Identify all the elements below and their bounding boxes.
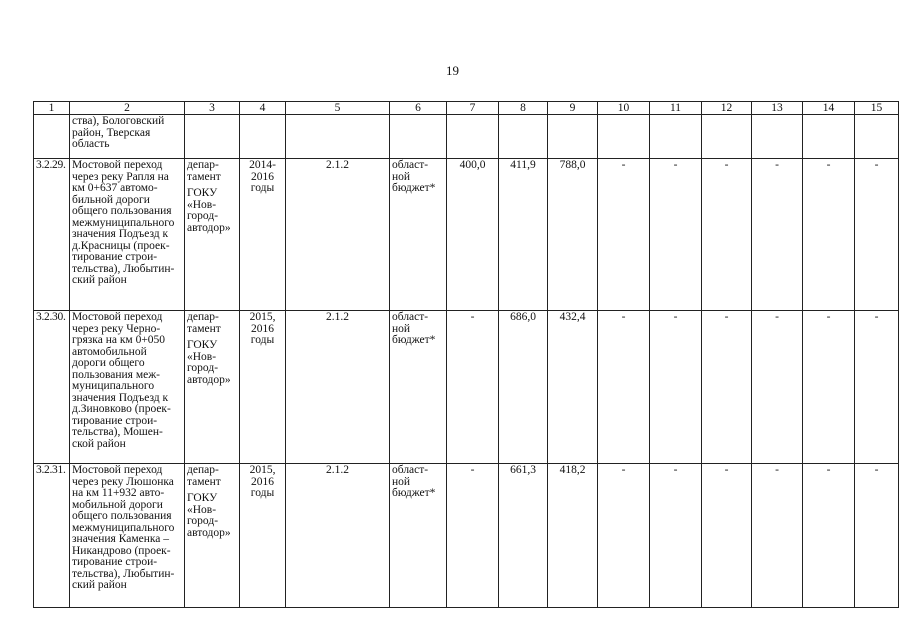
text-line: через реку Рапля на: [72, 170, 169, 183]
text-line: -: [775, 159, 779, 171]
cell: [855, 115, 899, 159]
text-line: 2015,: [249, 311, 276, 323]
value-cell: [855, 311, 899, 464]
text-line: 2016: [251, 322, 274, 335]
text-line: общего пользования: [72, 205, 172, 217]
cell: [702, 115, 752, 159]
cell: [548, 115, 598, 159]
text-line: тельства), Мошен-: [72, 426, 163, 438]
header-cell: 11: [650, 102, 702, 115]
cell: [803, 115, 855, 159]
text-line: 411,9: [510, 159, 536, 171]
text-line: «Нов-: [187, 198, 217, 211]
header-cell: 2: [70, 102, 185, 115]
text-line: годы: [250, 334, 275, 346]
text-line: -: [621, 311, 626, 323]
value-cell: [447, 311, 499, 464]
text-line: област-: [392, 464, 429, 476]
text-line: Мостовой переход: [72, 464, 163, 476]
text-line: межмуниципального: [72, 521, 175, 534]
text-line: годы: [250, 182, 275, 194]
value-cell: [803, 464, 855, 608]
text-line: межмуниципального: [72, 216, 175, 229]
value-cell: [447, 159, 499, 311]
value-cell: [702, 311, 752, 464]
header-cell: 5: [286, 102, 390, 115]
item-number: [34, 311, 70, 464]
text-line: депар-: [187, 159, 219, 171]
cell: [34, 115, 70, 159]
value-cell: [702, 159, 752, 311]
text-line: значения Подъезд к: [72, 391, 169, 404]
text-line: -: [826, 464, 831, 476]
text-line: тамент: [187, 170, 221, 183]
cell: [185, 115, 240, 159]
text-line: км 0+637 автомо-: [72, 182, 158, 194]
text-line: на км 11+932 авто-: [72, 487, 165, 499]
term: [240, 159, 286, 311]
text-line: тамент: [187, 475, 221, 488]
continuation-row: [34, 115, 899, 159]
text-line: д.Красницы (проек-: [72, 239, 170, 252]
cell: [499, 115, 548, 159]
text-line: 432,4: [559, 311, 586, 323]
text-line: ной: [392, 170, 411, 183]
item-name: [70, 464, 185, 608]
item-number: [34, 159, 70, 311]
responsible-executor: [185, 464, 240, 608]
text-line: -: [724, 159, 729, 171]
text-line: ГОКУ: [187, 187, 218, 199]
header-cell: 4: [240, 102, 286, 115]
cell: [650, 115, 702, 159]
text-line: 2016: [251, 170, 274, 183]
target-indicator: [286, 311, 390, 464]
text-line: 3.2.29.: [36, 159, 66, 171]
value-cell: [855, 464, 899, 608]
header-cell: 14: [803, 102, 855, 115]
header-cell: 3: [185, 102, 240, 115]
value-cell: [650, 159, 702, 311]
cell: [240, 115, 286, 159]
text-line: город-: [187, 210, 219, 222]
value-cell: [598, 311, 650, 464]
header-cell: 10: [598, 102, 650, 115]
header-row: [34, 102, 899, 115]
value-cell: [499, 159, 548, 311]
value-cell: [855, 159, 899, 311]
text-line: -: [874, 311, 879, 323]
text-line: област-: [392, 311, 429, 323]
item-name: [70, 159, 185, 311]
text-line: ГОКУ: [187, 339, 218, 351]
text-line: бюджет*: [392, 182, 436, 194]
text-line: тамент: [187, 322, 221, 335]
cell: [598, 115, 650, 159]
program-table: [33, 101, 899, 608]
text-line: ной: [392, 322, 411, 335]
text-line: автодор»: [187, 221, 231, 234]
text-line: 418,2: [559, 464, 586, 476]
item-name: [70, 115, 185, 159]
text-line: Мостовой переход: [72, 311, 163, 323]
text-line: автодор»: [187, 526, 231, 539]
text-line: мобильной дороги: [72, 498, 163, 511]
target-indicator: [286, 464, 390, 608]
text-line: 2.1.2: [326, 159, 349, 171]
value-cell: [548, 311, 598, 464]
text-line: ной: [392, 475, 411, 488]
text-line: значения Каменка –: [72, 533, 170, 545]
value-cell: [702, 464, 752, 608]
text-line: 400,0: [459, 159, 486, 171]
text-line: значения Подъезд к: [72, 228, 169, 240]
text-line: автомобильной: [72, 345, 147, 358]
text-line: -: [470, 464, 475, 476]
responsible-executor: [185, 311, 240, 464]
text-line: тирование строи-: [72, 251, 158, 263]
header-cell: 9: [548, 102, 598, 115]
value-cell: [548, 159, 598, 311]
text-line: пользования меж-: [72, 368, 160, 381]
text-line: общего пользования: [72, 510, 172, 522]
text-line: через реку Черно-: [72, 322, 161, 335]
text-line: депар-: [187, 464, 219, 476]
text-line: через реку Люшонка: [72, 475, 174, 488]
text-line: -: [673, 464, 678, 476]
text-line: -: [826, 159, 831, 171]
text-line: -: [724, 464, 729, 476]
value-cell: [752, 464, 803, 608]
value-cell: [803, 311, 855, 464]
text-line: 2016: [251, 475, 274, 488]
text-line: район, Тверская: [72, 126, 151, 139]
text-line: грязка на км 0+050: [72, 334, 166, 346]
text-line: -: [470, 311, 475, 323]
text-line: 686,0: [510, 311, 536, 323]
text-line: город-: [187, 362, 219, 374]
funding-source: [390, 464, 447, 608]
text-line: город-: [187, 515, 219, 527]
page-number: 19: [446, 63, 459, 78]
header-cell: 8: [499, 102, 548, 115]
text-line: тирование строи-: [72, 556, 158, 568]
value-cell: [499, 311, 548, 464]
item-name: [70, 311, 185, 464]
text-line: бюджет*: [392, 487, 436, 499]
text-line: -: [775, 464, 779, 476]
text-line: бюджет*: [392, 334, 436, 346]
text-line: автодор»: [187, 373, 231, 386]
cell: [752, 115, 803, 159]
text-line: -: [621, 464, 626, 476]
text-line: тирование строи-: [72, 414, 158, 427]
text-line: 2.1.2: [326, 464, 349, 476]
text-line: област-: [392, 159, 429, 171]
responsible-executor: [185, 159, 240, 311]
term: [240, 311, 286, 464]
text-line: ГОКУ: [187, 492, 218, 504]
header-cell: 6: [390, 102, 447, 115]
value-cell: [752, 159, 803, 311]
text-line: ский район: [72, 274, 127, 286]
text-line: -: [673, 159, 678, 171]
text-line: бильной дороги: [72, 193, 150, 206]
text-line: -: [775, 311, 779, 323]
value-cell: [650, 464, 702, 608]
text-line: дороги общего: [72, 357, 145, 369]
text-line: муниципального: [72, 380, 155, 392]
funding-source: [390, 159, 447, 311]
value-cell: [598, 464, 650, 608]
text-line: ства), Бологовский: [72, 115, 165, 127]
text-line: 661,3: [510, 464, 536, 476]
text-line: ской район: [72, 437, 126, 450]
text-line: ский район: [72, 579, 127, 591]
text-line: тельства), Любытин-: [72, 262, 175, 275]
value-cell: [752, 311, 803, 464]
text-line: -: [724, 311, 729, 323]
text-line: 788,0: [559, 159, 586, 171]
text-line: Мостовой переход: [72, 159, 163, 171]
item-number: [34, 464, 70, 608]
table-row: [34, 159, 899, 311]
cell: [447, 115, 499, 159]
text-line: 2.1.2: [326, 311, 349, 323]
header-cell: 1: [34, 102, 70, 115]
text-line: депар-: [187, 311, 219, 323]
header-cell: 15: [855, 102, 899, 115]
text-line: «Нов-: [187, 350, 217, 363]
value-cell: [447, 464, 499, 608]
value-cell: [499, 464, 548, 608]
header-cell: 12: [702, 102, 752, 115]
text-line: тельства), Любытин-: [72, 567, 175, 580]
text-line: д.Зиновково (проек-: [72, 403, 171, 415]
value-cell: [548, 464, 598, 608]
text-line: 3.2.30.: [36, 311, 66, 323]
header-cell: 7: [447, 102, 499, 115]
cell: [286, 115, 390, 159]
text-line: область: [72, 138, 110, 150]
value-cell: [650, 311, 702, 464]
table-row: [34, 464, 899, 608]
text-line: -: [673, 311, 678, 323]
value-cell: [598, 159, 650, 311]
text-line: -: [826, 311, 831, 323]
cell: [390, 115, 447, 159]
value-cell: [803, 159, 855, 311]
funding-source: [390, 311, 447, 464]
text-line: «Нов-: [187, 503, 217, 516]
target-indicator: [286, 159, 390, 311]
text-line: Никандрово (проек-: [72, 544, 171, 557]
text-line: 2014-: [249, 159, 276, 171]
text-line: 2015,: [249, 464, 276, 476]
text-line: -: [874, 159, 879, 171]
text-line: -: [874, 464, 879, 476]
text-line: 3.2.31.: [36, 464, 66, 476]
text-line: годы: [250, 487, 275, 499]
table-row: [34, 311, 899, 464]
text-line: -: [621, 159, 626, 171]
term: [240, 464, 286, 608]
header-cell: 13: [752, 102, 803, 115]
